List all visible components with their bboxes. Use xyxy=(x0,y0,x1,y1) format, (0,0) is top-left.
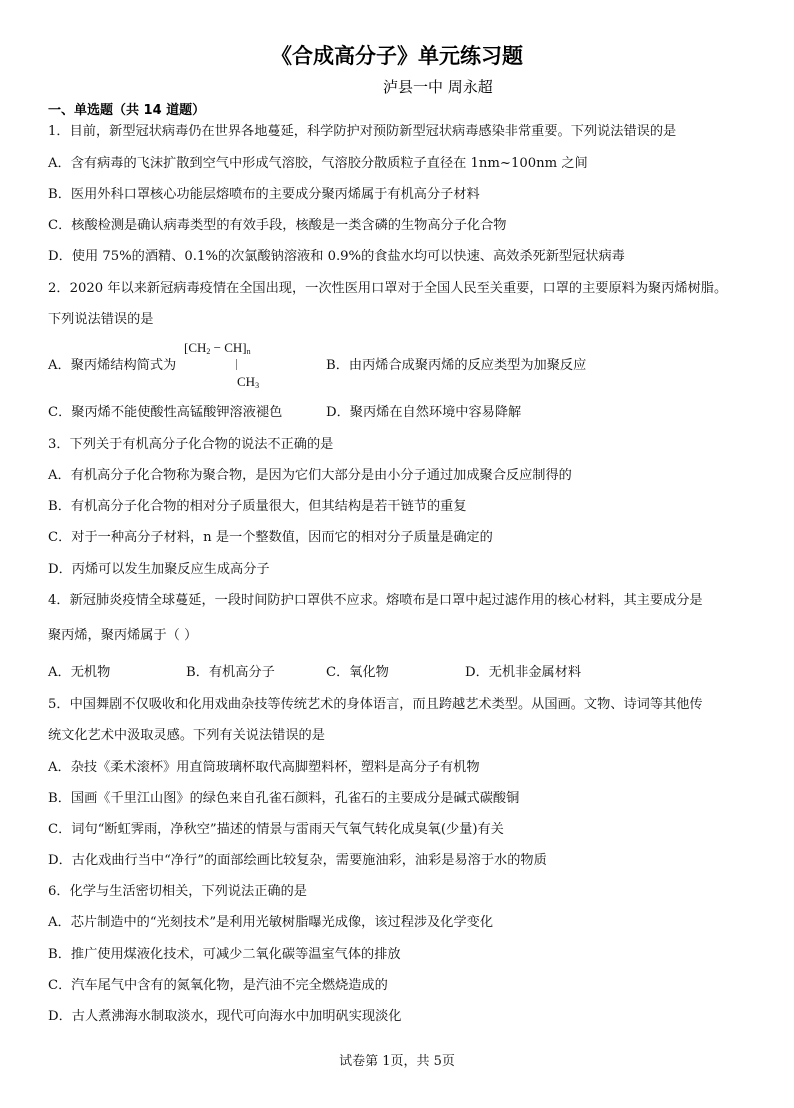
question-5-stem-line-1: 5．中国舞剧不仅吸收和化用戏曲杂技等传统艺术的身体语言，而且跨越艺术类型。从国画。文物、诗词等其他传 xyxy=(48,697,703,712)
question-2-stem-line-2: 下列说法错误的是 xyxy=(48,312,154,327)
question-6-option-c: C．汽车尾气中含有的氮氧化物，是汽油不完全燃烧造成的 xyxy=(48,978,388,993)
question-5-option-d: D．古化戏曲行当中“净行”的面部绘画比较复杂，需要施油彩，油彩是易溶于水的物质 xyxy=(48,853,547,868)
question-4-option-b: B．有机高分子 xyxy=(186,665,275,680)
question-2-option-d: D．聚丙烯在自然环境中容易降解 xyxy=(326,405,522,420)
question-4-stem-line-1: 4．新冠肺炎疫情全球蔓延，一段时间防护口罩供不应求。熔喷布是口罩中起过滤作用的核心材料，其主要成分是 xyxy=(48,593,703,608)
question-5-stem-line-2: 统文化艺术中汲取灵感。下列有关说法错误的是 xyxy=(48,728,325,743)
question-2-option-a: A．聚丙烯结构简式为 xyxy=(48,358,177,373)
question-1-stem: 1．目前，新型冠状病毒仍在世界各地蔓延，科学防护对预防新型冠状病毒感染非常重要。下列说法错误的是 xyxy=(48,124,677,139)
page-title: 《合成高分子》单元练习题 xyxy=(271,44,523,68)
polypropylene-structure-formula xyxy=(184,340,284,390)
question-6-stem: 6．化学与生活密切相关，下列说法正确的是 xyxy=(48,884,307,899)
question-2-option-c: C．聚丙烯不能使酸性高锰酸钾溶液褪色 xyxy=(48,405,283,420)
formula-backbone: $[CH_2 - CH]_n$ xyxy=(184,340,251,356)
question-6-option-d: D．古人煮沸海水制取淡水，现代可向海水中加明矾实现淡化 xyxy=(48,1009,402,1024)
question-3-option-c: C．对于一种高分子材料，n 是一个整数值，因而它的相对分子质量是确定的 xyxy=(48,530,493,545)
question-5-option-a: A．杂技《柔术滚杯》用直筒玻璃杯取代高脚塑料杯，塑料是高分子有机物 xyxy=(48,760,480,775)
question-3-option-a: A．有机高分子化合物称为聚合物，是因为它们大部分是由小分子通过加成聚合反应制得的 xyxy=(48,468,572,483)
section-heading: 一、单选题（共 14 道题） xyxy=(48,103,206,118)
formula-methyl-group: $CH_3$ xyxy=(237,374,260,390)
question-1-option-b: B．医用外科口罩核心功能层熔喷布的主要成分聚丙烯属于有机高分子材料 xyxy=(48,187,480,202)
question-6-option-a: A．芯片制造中的“光刻技术”是利用光敏树脂曝光成像，该过程涉及化学变化 xyxy=(48,915,494,930)
question-6-option-b: B．推广使用煤液化技术，可减少二氧化碳等温室气体的排放 xyxy=(48,947,401,962)
question-3-option-b: B．有机高分子化合物的相对分子质量很大，但其结构是若干链节的重复 xyxy=(48,499,467,514)
question-5-option-c: C．词句“断虹霁雨，净秋空”描述的情景与雷雨天气氧气转化成臭氧(少量)有关 xyxy=(48,822,504,837)
question-3-stem: 3．下列关于有机高分子化合物的说法不正确的是 xyxy=(48,437,334,452)
question-4-option-d: D．无机非金属材料 xyxy=(465,665,582,680)
question-4-stem-line-2: 聚丙烯，聚丙烯属于（ ） xyxy=(48,628,198,643)
question-2-option-b: B．由丙烯合成聚丙烯的反应类型为加聚反应 xyxy=(326,358,587,373)
question-1-option-a: A．含有病毒的飞沫扩散到空气中形成气溶胶，气溶胶分散质粒子直径在 1nm~100nm 之间 xyxy=(48,156,588,171)
question-2-stem-line-1: 2．2020 年以来新冠病毒疫情在全国出现，一次性医用口罩对于全国人民至关重要，口罩的主要原料为聚丙烯树脂。 xyxy=(48,281,728,296)
question-1-option-d: D．使用 75%的酒精、0.1%的次氯酸钠溶液和 0.9%的食盐水均可以快速、高效杀死新型冠状病毒 xyxy=(48,249,625,264)
question-5-option-b: B．国画《千里江山图》的绿色来自孔雀石颜料，孔雀石的主要成分是碱式碳酸铜 xyxy=(48,791,520,806)
page-footer: 试卷第 1页，共 5页 xyxy=(339,1054,455,1069)
formula-bond-line xyxy=(236,359,237,370)
question-4-option-a: A．无机物 xyxy=(48,665,111,680)
question-3-option-d: D．丙烯可以发生加聚反应生成高分子 xyxy=(48,562,270,577)
author-line: 泸县一中 周永超 xyxy=(383,78,493,96)
question-1-option-c: C．核酸检测是确认病毒类型的有效手段，核酸是一类含磷的生物高分子化合物 xyxy=(48,218,507,233)
question-4-option-c: C．氧化物 xyxy=(326,665,389,680)
